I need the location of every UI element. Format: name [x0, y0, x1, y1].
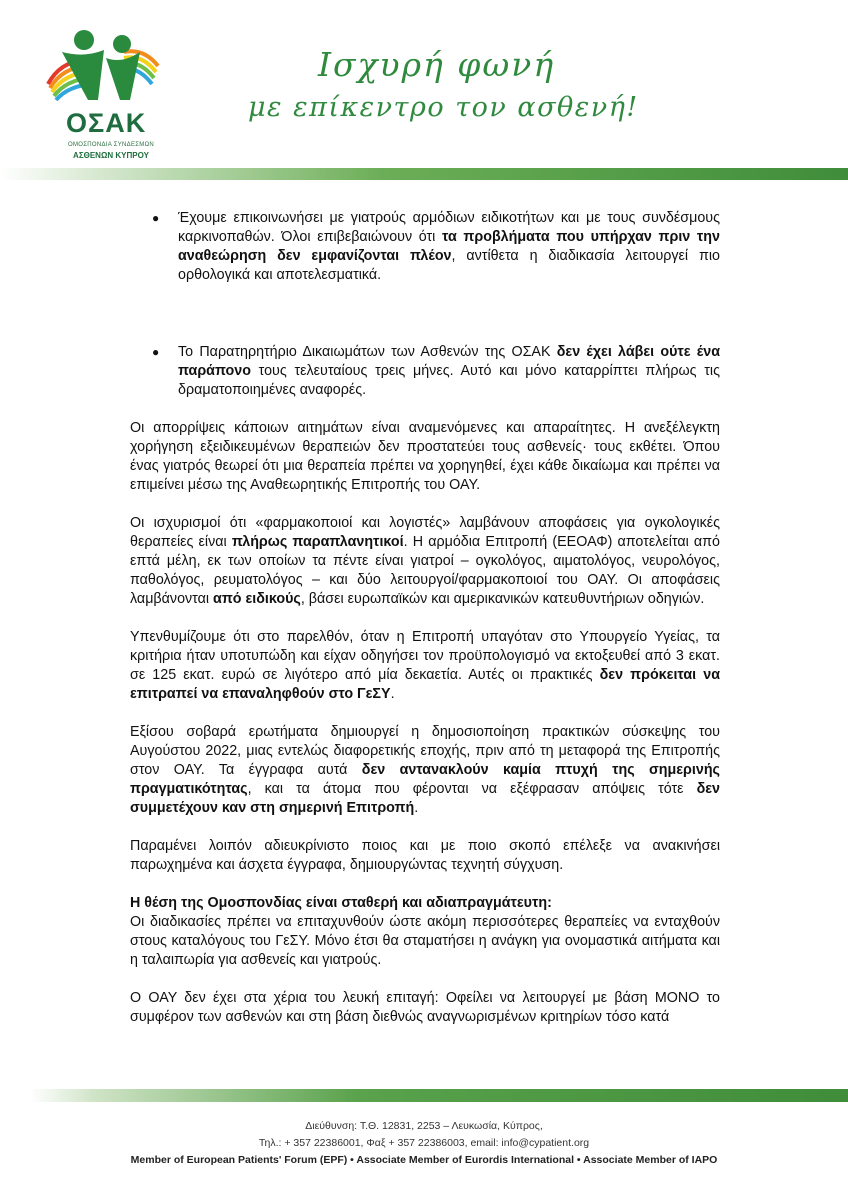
- logo-subtitle-1: ΟΜΟΣΠΟΝΔΙΑ ΣΥΝΔΕΣΜΩΝ: [68, 142, 154, 148]
- footer-memberships: Member of European Patients' Forum (EPF) • Associate Member of Eurordis International • Associate Member of IAPO: [130, 1154, 718, 1166]
- document-body: [130, 205, 720, 1027]
- footer-address: Διεύθυνση: Τ.Θ. 12831, 2253 – Λευκωσία, Κύπρος,: [305, 1120, 543, 1132]
- logo-name: ΟΣΑΚ: [66, 108, 147, 138]
- paragraph-1: Οι απορρίψεις κάποιων αιτημάτων είναι αναμενόμενες και απαραίτητες. Η ανεξέλεγκτη χορήγηση εξειδικευμένων θεραπειών δεν προστατεύει τους ασθενείς· τους εκθέτει. Όπου ένας γιατρός θεωρεί ότι μια θεραπεία πρέπει να χορηγηθεί, έχει κάθε δικαίωμα και πρέπει να επιμείνει μέσω της Αναθεωρητικής Επιτροπής του ΟΑΥ.: [130, 420, 720, 493]
- logo-figures-icon: [40, 22, 170, 112]
- header-divider-bar: [0, 168, 848, 180]
- bullet-item: ● Το Παρατηρητήριο Δικαιωμάτων των Ασθενών της ΟΣΑΚ δεν έχει λάβει ούτε ένα παράπονο τους τελευταίους τρεις μήνες. Αυτό και μόνο καταρρίπτει πλήρως τις δραματοποιημένες αναφορές.: [152, 344, 720, 398]
- paragraph-6: Η θέση της Ομοσπονδίας είναι σταθερή και αδιαπραγμάτευτη: Οι διαδικασίες πρέπει να επιταχυνθούν ώστε ακόμη περισσότερες θεραπείες να ενταχθούν στους καταλόγους του ΓεΣΥ. Μόνο έτσι θα σταματήσει η ανάγκη για ονομαστικά αιτήματα και η ταλαιπωρία για ασθενείς και γιατρούς.: [130, 895, 720, 968]
- slogan-line-2: με επίκεντρο τον ασθενή!: [248, 92, 639, 123]
- osak-logo: [40, 22, 170, 162]
- logo-subtitle-2: ΑΣΘΕΝΩΝ ΚΥΠΡΟΥ: [73, 151, 149, 160]
- paragraph-2: Οι ισχυρισμοί ότι «φαρμακοποιοί και λογιστές» λαμβάνουν αποφάσεις για ογκολογικές θεραπείες είναι πλήρως παραπλανητικοί. Η αρμόδια Επιτροπή (ΕΕΟΑΦ) αποτελείται από επτά μέλη, εκ των οποίων τα πέντε είναι γιατροί – ογκολόγος, αιματολόγος, νευρολόγος, παθολόγος, ρευματολόγος – και δύο λειτουργοί/φαρμακοποιοί του ΟΑΥ. Οι αποφάσεις λαμβάνονται από ειδικούς, βάσει ευρωπαϊκών και αμερικανικών κατευθυντήριων οδηγιών.: [130, 515, 721, 607]
- bullet-item: ● Έχουμε επικοινωνήσει με γιατρούς αρμόδιων ειδικοτήτων και με τους συνδέσμους καρκινοπαθών. Όλοι επιβεβαιώνουν ότι τα προβλήματα που υπήρχαν πριν την αναθεώρηση δεν εμφανίζονται πλέον, αντίθετα η διαδικασία λειτουργεί πιο ορθολογικά και αποτελεσματικά.: [152, 210, 720, 283]
- footer-contact: Τηλ.: + 357 22386001, Φαξ + 357 22386003, email: info@cypatient.org: [258, 1137, 590, 1149]
- bullet-icon: ●: [152, 345, 160, 359]
- paragraph-4: Εξίσου σοβαρά ερωτήματα δημιουργεί η δημοσιοποίηση πρακτικών σύσκεψης του Αυγούστου 2022, μιας εντελώς διαφορετικής εποχής, πριν από τη μεταφορά της Επιτροπής στον ΟΑΥ. Τα έγγραφα αυτά δεν αντανακλούν καμία πτυχή της σημερινής πραγματικότητας, και τα άτομα που φέρονται να εξέφρασαν απόψεις τότε δεν συμμετέχουν καν στη σημερινή Επιτροπή.: [130, 724, 720, 816]
- paragraph-3: Υπενθυμίζουμε ότι στο παρελθόν, όταν η Επιτροπή υπαγόταν στο Υπουργείο Υγείας, τα κριτήρια ήταν υποτυπώδη και είχαν οδηγήσει τον προϋπολογισμό να εκτοξευθεί από 3 εκατ. σε 125 εκατ. ευρώ σε λιγότερο από μία δεκαετία. Αυτές οι πρακτικές δεν πρόκειται να επιτραπεί να επαναληφθούν στο ΓεΣΥ.: [130, 629, 721, 702]
- paragraph-5: Παραμένει λοιπόν αδιευκρίνιστο ποιος και με ποιο σκοπό επέλεξε να ανακινήσει παρωχημένα και άσχετα έγγραφα, δημιουργώντας τεχνητή σύγχυση.: [130, 838, 720, 873]
- footer-divider-bar: [30, 1089, 848, 1102]
- footer: [0, 1118, 848, 1169]
- bullet-icon: ●: [152, 211, 160, 225]
- paragraph-7: Ο ΟΑΥ δεν έχει στα χέρια του λευκή επιταγή: Οφείλει να λειτουργεί με βάση ΜΟΝΟ το συμφέρον των ασθενών και στη βάση διεθνώς αναγνωρισμένων κριτηρίων τόσο κατά: [130, 990, 720, 1025]
- slogan-line-1: Ισχυρή φωνή: [318, 45, 556, 84]
